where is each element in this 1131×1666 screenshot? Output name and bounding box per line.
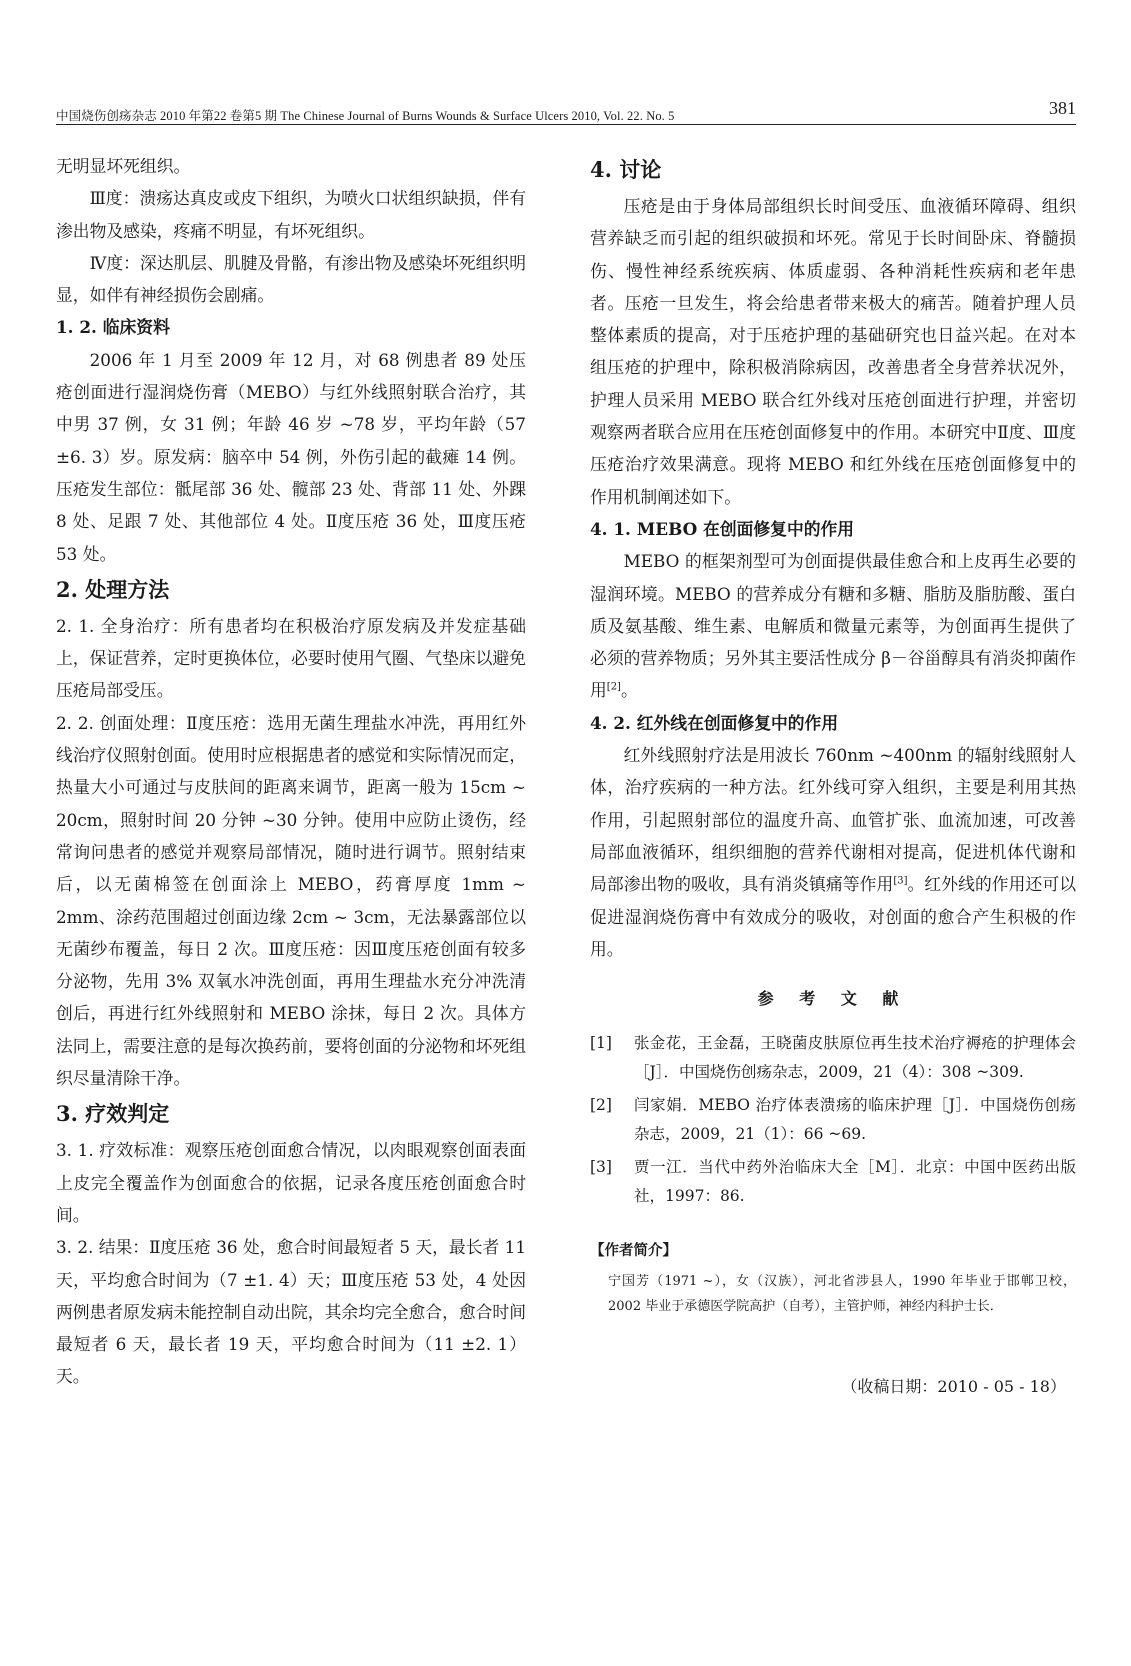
received-date: （收稿日期：2010 - 05 - 18） xyxy=(841,1377,1066,1397)
reference-text: 贾一江．当代中药外治临床大全［M］．北京：中国中医药出版社，1997：86. xyxy=(634,1158,1076,1206)
reference-number: [1] xyxy=(590,1034,612,1053)
paragraph: 压疮是由于身体局部组织长时间受压、血液循环障碍、组织营养缺乏而引起的组织破损和坏死。常见于长时间卧床、脊髓损伤、慢性神经系统疾病、体质虚弱、各种消耗性疾病和老年患者。压疮一旦发生，将会给患者带来极大的痛苦。随着护理人员整体素质的提高，对于压疮护理的基础研究也日益兴起。在对本组压疮的护理中，除积极消除病因，改善患者全身营养状况外，护理人员采用 MEBO 联合红外线对压疮创面进行护理，并密切观察两者联合应用在压疮创面修复中的作用。本研究中Ⅱ度、Ⅲ度压疮治疗效果满意。现将 MEBO 和红外线在压疮创面修复中的作用机制阐述如下。 xyxy=(590,196,1076,507)
paragraph: Ⅳ度：深达肌层、肌腱及骨骼，有渗出物及感染坏死组织明显，如伴有神经损伤会剧痛。 xyxy=(56,252,526,306)
right-column xyxy=(590,150,1076,1404)
paragraph-text: 。 xyxy=(620,680,638,701)
section-heading: 1. 2. 临床资料 xyxy=(56,317,170,338)
reference-number: [3] xyxy=(590,1158,612,1177)
author-bio-text: 宁国芳（1971 ~），女（汉族），河北省涉县人，1990 年毕业于邯郸卫校，2002 毕业于承德医学院高护（自考），主管护师，神经内科护士长． xyxy=(608,1274,1076,1315)
author-bio-title: 【作者简介】 xyxy=(590,1242,677,1260)
paragraph: Ⅲ度：溃疡达真皮或皮下组织，为喷火口状组织缺损，伴有渗出物及感染，疼痛不明显，有坏死组织。 xyxy=(56,188,526,241)
reference-item xyxy=(590,1029,1076,1087)
paragraph xyxy=(590,545,1076,706)
paragraph: 2. 1. 全身治疗：所有患者均在积极治疗原发病及并发症基础上，保证营养，定时更换体位，必要时使用气圈、气垫床以避免压疮局部受压。 xyxy=(56,615,526,701)
running-header xyxy=(56,94,1076,125)
section-heading: 4. 2. 红外线在创面修复中的作用 xyxy=(590,712,839,733)
reference-item xyxy=(590,1091,1076,1149)
reference-text: 闫家娟．MEBO 治疗体表溃疡的临床护理［J］．中国烧伤创疡杂志，2009，21（1）：66 ~69. xyxy=(634,1096,1076,1144)
reference-item xyxy=(590,1153,1076,1211)
paragraph-text: MEBO 的框架剂型可为创面提供最佳愈合和上皮再生必要的湿润环境。MEBO 的营养成分有糖和多糖、脂肪及脂肪酸、蛋白质及氨基酸、维生素、电解质和微量元素等，为创面再生提供了必须的营养物质；另外其主要活性成分 β－谷甾醇具有消炎抑菌作用 xyxy=(590,551,1076,701)
paragraph xyxy=(590,739,1076,965)
paragraph-text: 红外线照射疗法是用波长 760nm ~400nm 的辐射线照射人体，治疗疾病的一种方法。红外线可穿入组织，主要是利用其热作用，引起照射部位的温度升高、血管扩张、血流加速，可改善局部血液循环，组织细胞的营养代谢相对提高，促进机体代谢和局部渗出物的吸收，具有消炎镇痛等作用 xyxy=(590,745,1076,895)
page-number: 381 xyxy=(1049,98,1076,118)
citation-marker: [3] xyxy=(893,875,908,887)
left-column xyxy=(56,150,526,1393)
reference-number: [2] xyxy=(590,1096,612,1115)
section-heading: 4. 讨论 xyxy=(590,157,662,182)
paragraph: 3. 2. 结果：Ⅱ度压疮 36 处，愈合时间最短者 5 天，最长者 11 天，平均愈合时间为（7 ±1. 4）天；Ⅲ度压疮 53 处，4 处因两例患者原发病未能控制自动出院，其余均完全愈合，愈合时间最短者 6 天，最长者 19 天，平均愈合时间为（11 ±2. 1）天。 xyxy=(56,1237,526,1387)
paragraph: 无明显坏死组织。 xyxy=(56,156,191,176)
journal-running-title: 中国烧伤创疡杂志 2010 年第22 卷第5 期 The Chinese Journal of Burns Wounds & Surface Ulcers 2010, Vol. 22. No. 5 xyxy=(56,109,675,123)
section-heading: 3. 疗效判定 xyxy=(56,1101,170,1127)
section-heading: 2. 处理方法 xyxy=(56,576,170,602)
section-heading: 4. 1. MEBO 在创面修复中的作用 xyxy=(590,518,855,539)
reference-text: 张金花，王金磊，王晓菌皮肤原位再生技术治疗褥疮的护理体会［J］．中国烧伤创疡杂志，2009，21（4）：308 ~309. xyxy=(634,1034,1076,1082)
paragraph: 3. 1. 疗效标准：观察压疮创面愈合情况，以肉眼观察创面表面上皮完全覆盖作为创面愈合的依据，记录各度压疮创面愈合时间。 xyxy=(56,1140,526,1225)
paragraph: 2. 2. 创面处理：Ⅱ度压疮：选用无菌生理盐水冲洗，再用红外线治疗仪照射创面。使用时应根据患者的感觉和实际情况而定，热量大小可通过与皮肤间的距离来调节，距离一般为 15cm ~ 20cm，照射时间 20 分钟 ~30 分钟。使用中应防止烫伤，经常询问患者的感觉并观察局部情况，随时进行调节。照射结束后，以无菌棉签在创面涂上 MEBO，药膏厚度 1mm ~ 2mm、涂药范围超过创面边缘 2cm ~ 3cm，无法暴露部位以无菌纱布覆盖，每日 2 次。Ⅲ度压疮：因Ⅲ度压疮创面有较多分泌物，先用 3% 双氧水冲洗创面，再用生理盐水充分冲洗清创后，再进行红外线照射和 MEBO 涂抹，每日 2 次。具体方法同上，需要注意的是每次换药前，要将创面的分泌物和坏死组织尽量清除干净。 xyxy=(56,712,526,1089)
paragraph: 2006 年 1 月至 2009 年 12 月，对 68 例患者 89 处压疮创面进行湿润烧伤膏（MEBO）与红外线照射联合治疗，其中男 37 例，女 31 例；年龄 46 岁 ~78 岁，平均年龄（57 ±6. 3）岁。原发病：脑卒中 54 例，外伤引起的截瘫 14 例。压疮发生部位：骶尾部 36 处、髋部 23 处、背部 11 处、外踝 8 处、足跟 7 处、其他部位 4 处。Ⅱ度压疮 36 处，Ⅲ度压疮 53 处。 xyxy=(56,349,526,564)
paragraph-text: 。红外线的作用还可以促进湿润烧伤膏中有效成分的吸收，对创面的愈合产生积极的作用。 xyxy=(590,874,1076,959)
citation-marker: [2] xyxy=(606,681,621,693)
references-title: 参 考 文 献 xyxy=(757,989,909,1009)
